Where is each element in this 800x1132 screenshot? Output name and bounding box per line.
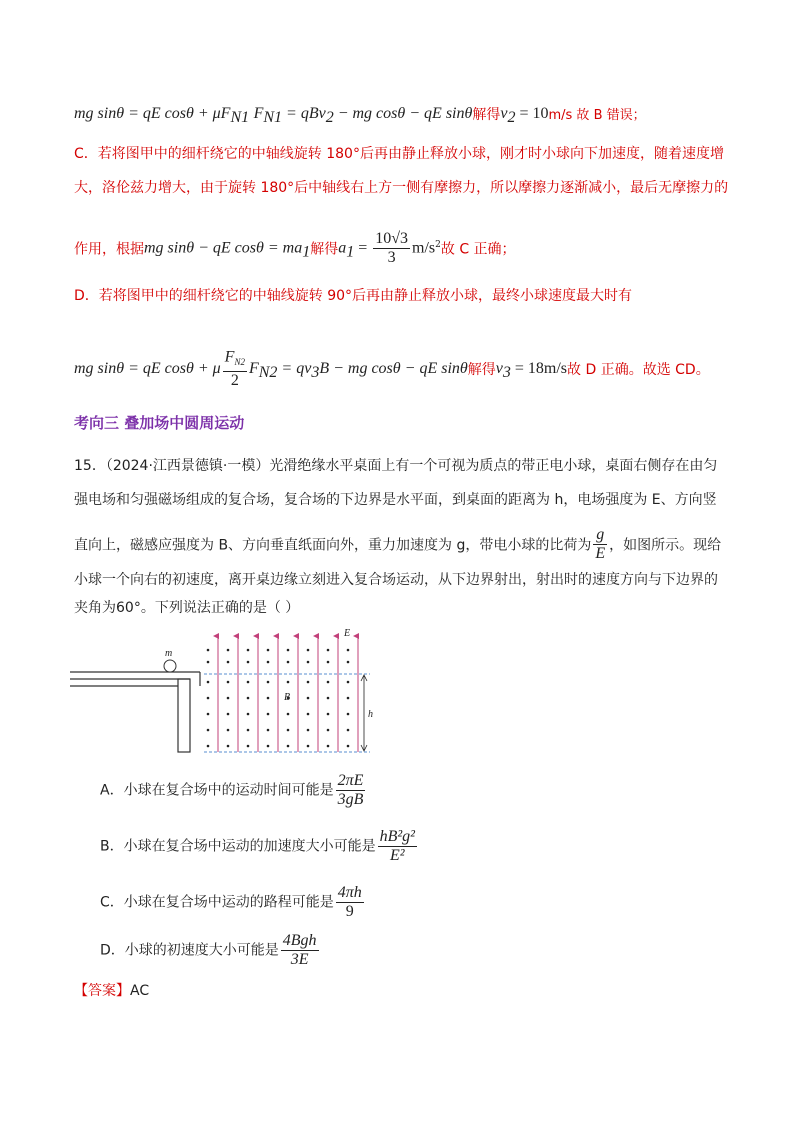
- option-b-den: E²: [390, 847, 405, 864]
- option-c-explanation: [74, 144, 734, 198]
- optd-frac-num-sub: N2: [234, 357, 245, 368]
- option-b-num: hB²g²: [379, 828, 415, 845]
- option-b: [100, 828, 419, 865]
- table-graphic: [70, 672, 200, 752]
- optc-frac-num: 10√3: [375, 230, 409, 247]
- optd-v: v: [495, 360, 503, 378]
- eq1-sub-v2: 2: [325, 108, 334, 126]
- ball: [164, 660, 176, 672]
- optc-fraction: [373, 230, 410, 267]
- option-a: [100, 772, 367, 809]
- question-line4: 小球一个向右的初速度，离开桌边缘立刻进入复合场运动，从下边界射出，射出时的速度方向与下边界的: [74, 572, 718, 588]
- eq1-solve: 解得: [472, 107, 501, 123]
- label-h: h: [368, 709, 373, 720]
- optd-eq-b-sub: N2: [258, 363, 278, 381]
- optd-solve: 解得: [467, 362, 496, 379]
- q-frac-den: E: [595, 545, 606, 562]
- charge-mass-fraction: [593, 526, 607, 563]
- optd-unit: m/s: [543, 360, 568, 378]
- option-a-num: 2πE: [337, 772, 364, 789]
- answer-value: AC: [130, 983, 150, 999]
- eq1-tail: m/s 故 B 错误；: [548, 108, 646, 123]
- answer-line: [74, 980, 149, 1000]
- eq1-rhs2: − mg cosθ − qE sinθ: [333, 105, 473, 122]
- eq1-sub-v2b: 2: [507, 108, 516, 126]
- optd-eq-c-sub: 3: [311, 363, 320, 381]
- eq1-result: = 10: [515, 105, 549, 122]
- optd-equation: [74, 348, 710, 390]
- option-d-den: 3E: [290, 951, 309, 968]
- optd-frac-num: F: [224, 348, 235, 366]
- label-m: m: [165, 648, 173, 659]
- question-line3-a: 直向上，磁感应强度为 B、方向垂直纸面向外，重力加速度为 g，带电小球的比荷为: [74, 537, 592, 554]
- label-E: E: [344, 628, 351, 639]
- optc-line3-a-sub: 1: [346, 243, 355, 261]
- field-diagram: [70, 626, 430, 756]
- optd-eq-c: = qv: [277, 360, 312, 378]
- optc-unit-sup: 2: [435, 239, 441, 250]
- option-c-num: 4πh: [337, 884, 362, 901]
- eq1-sub-n1b: N1: [263, 108, 283, 126]
- optc-line3-eq: mg sinθ − qE cosθ = ma: [144, 239, 303, 257]
- option-a-text: A．小球在复合场中的运动时间可能是: [100, 782, 334, 799]
- option-a-fraction: [336, 772, 366, 809]
- option-d-fraction: [281, 932, 319, 969]
- eq1-mid: F: [253, 105, 264, 122]
- eq1-sub-n1: N1: [230, 108, 250, 126]
- section-heading: 考向三 叠加场中圆周运动: [74, 414, 245, 432]
- option-d-text: D．小球的初速度大小可能是: [100, 942, 279, 959]
- eq1-rhs: = qBv: [282, 105, 326, 122]
- option-b-text: B．小球在复合场中运动的加速度大小可能是: [100, 838, 376, 855]
- optc-line3: 作用，根据mg sinθ − qE $\cos\theta = ma_1$解得$a_1$ = $\frac{10√3}{3}$ $m/s^2$故 C 正确；: [74, 230, 516, 266]
- option-c: [100, 884, 366, 921]
- optd-tail: 故 D 正确。故选 CD。: [567, 362, 710, 379]
- question-line1: 15．（2024·江西景德镇·一模）光滑绝缘水平桌面上有一个可视为质点的带正电小球，桌面右侧存在由匀: [74, 458, 718, 474]
- option-c-fraction: [336, 884, 364, 921]
- option-d-num: 4Bgh: [282, 932, 317, 949]
- optc-line3-a: a: [338, 239, 347, 257]
- question-line2: 强电场和匀强磁场组成的复合场，复合场的下边界是水平面，到桌面的距离为 h，电场强度为 E、方向竖: [74, 492, 717, 508]
- question-rest: [74, 570, 734, 618]
- option-d: [100, 932, 321, 969]
- option-d-explanation: [74, 286, 734, 306]
- optd-v-sub: 3: [502, 363, 511, 381]
- optc-unit: m/s: [412, 239, 436, 257]
- optc-line1: C．若将图甲中的细杆绕它的中轴线旋转 180°后再由静止释放小球，刚才时小球向下加速度，随着速度增: [74, 146, 724, 162]
- optc-tail: 故 C 正确；: [440, 241, 516, 258]
- optd-line1: D．若将图甲中的细杆绕它的中轴线旋转 90°后再由静止释放小球，最终小球速度最大时有: [74, 288, 633, 304]
- optc-line3-sub: 1: [302, 243, 311, 261]
- option-c-den: 9: [345, 903, 354, 920]
- option-c-text: C．小球在复合场中运动的路程可能是: [100, 894, 334, 911]
- answer-bracket: 【答案】: [74, 983, 130, 999]
- question-line3: [74, 526, 721, 563]
- eq1-lhs: mg sinθ = qE cosθ + μF: [74, 105, 231, 122]
- question-line5: 夹角为60°。下列说法正确的是（ ）: [74, 600, 300, 616]
- question-15: [74, 456, 734, 510]
- optc-line2: 大，洛伦兹力增大，由于旋转 180°后中轴线右上方一侧有摩擦力，所以摩擦力逐渐减小，最后无摩擦力的: [74, 180, 729, 196]
- optd-fraction: [223, 348, 247, 390]
- q-frac-num: g: [593, 526, 607, 545]
- optd-eq-a: mg sinθ = qE cosθ + μ: [74, 360, 221, 378]
- optc-line3-solve: 解得: [310, 241, 339, 258]
- optc-line3-prefix: 作用，根据: [74, 241, 144, 258]
- optd-result: = 18: [510, 360, 544, 378]
- option-a-den: 3gB: [337, 791, 364, 808]
- optd-eq-b: F: [248, 360, 259, 378]
- optd-eq-d: B − mg cosθ − qE sinθ: [319, 360, 468, 378]
- label-B: B: [284, 692, 291, 703]
- optd-frac-den: 2: [230, 372, 239, 390]
- equation-b-line: [74, 104, 646, 127]
- question-line3-b: ，如图所示。现给: [609, 537, 722, 554]
- optc-frac-den: 3: [387, 249, 396, 266]
- eq1-v: v: [500, 105, 508, 122]
- height-dimension: [361, 675, 367, 751]
- option-b-fraction: [378, 828, 417, 865]
